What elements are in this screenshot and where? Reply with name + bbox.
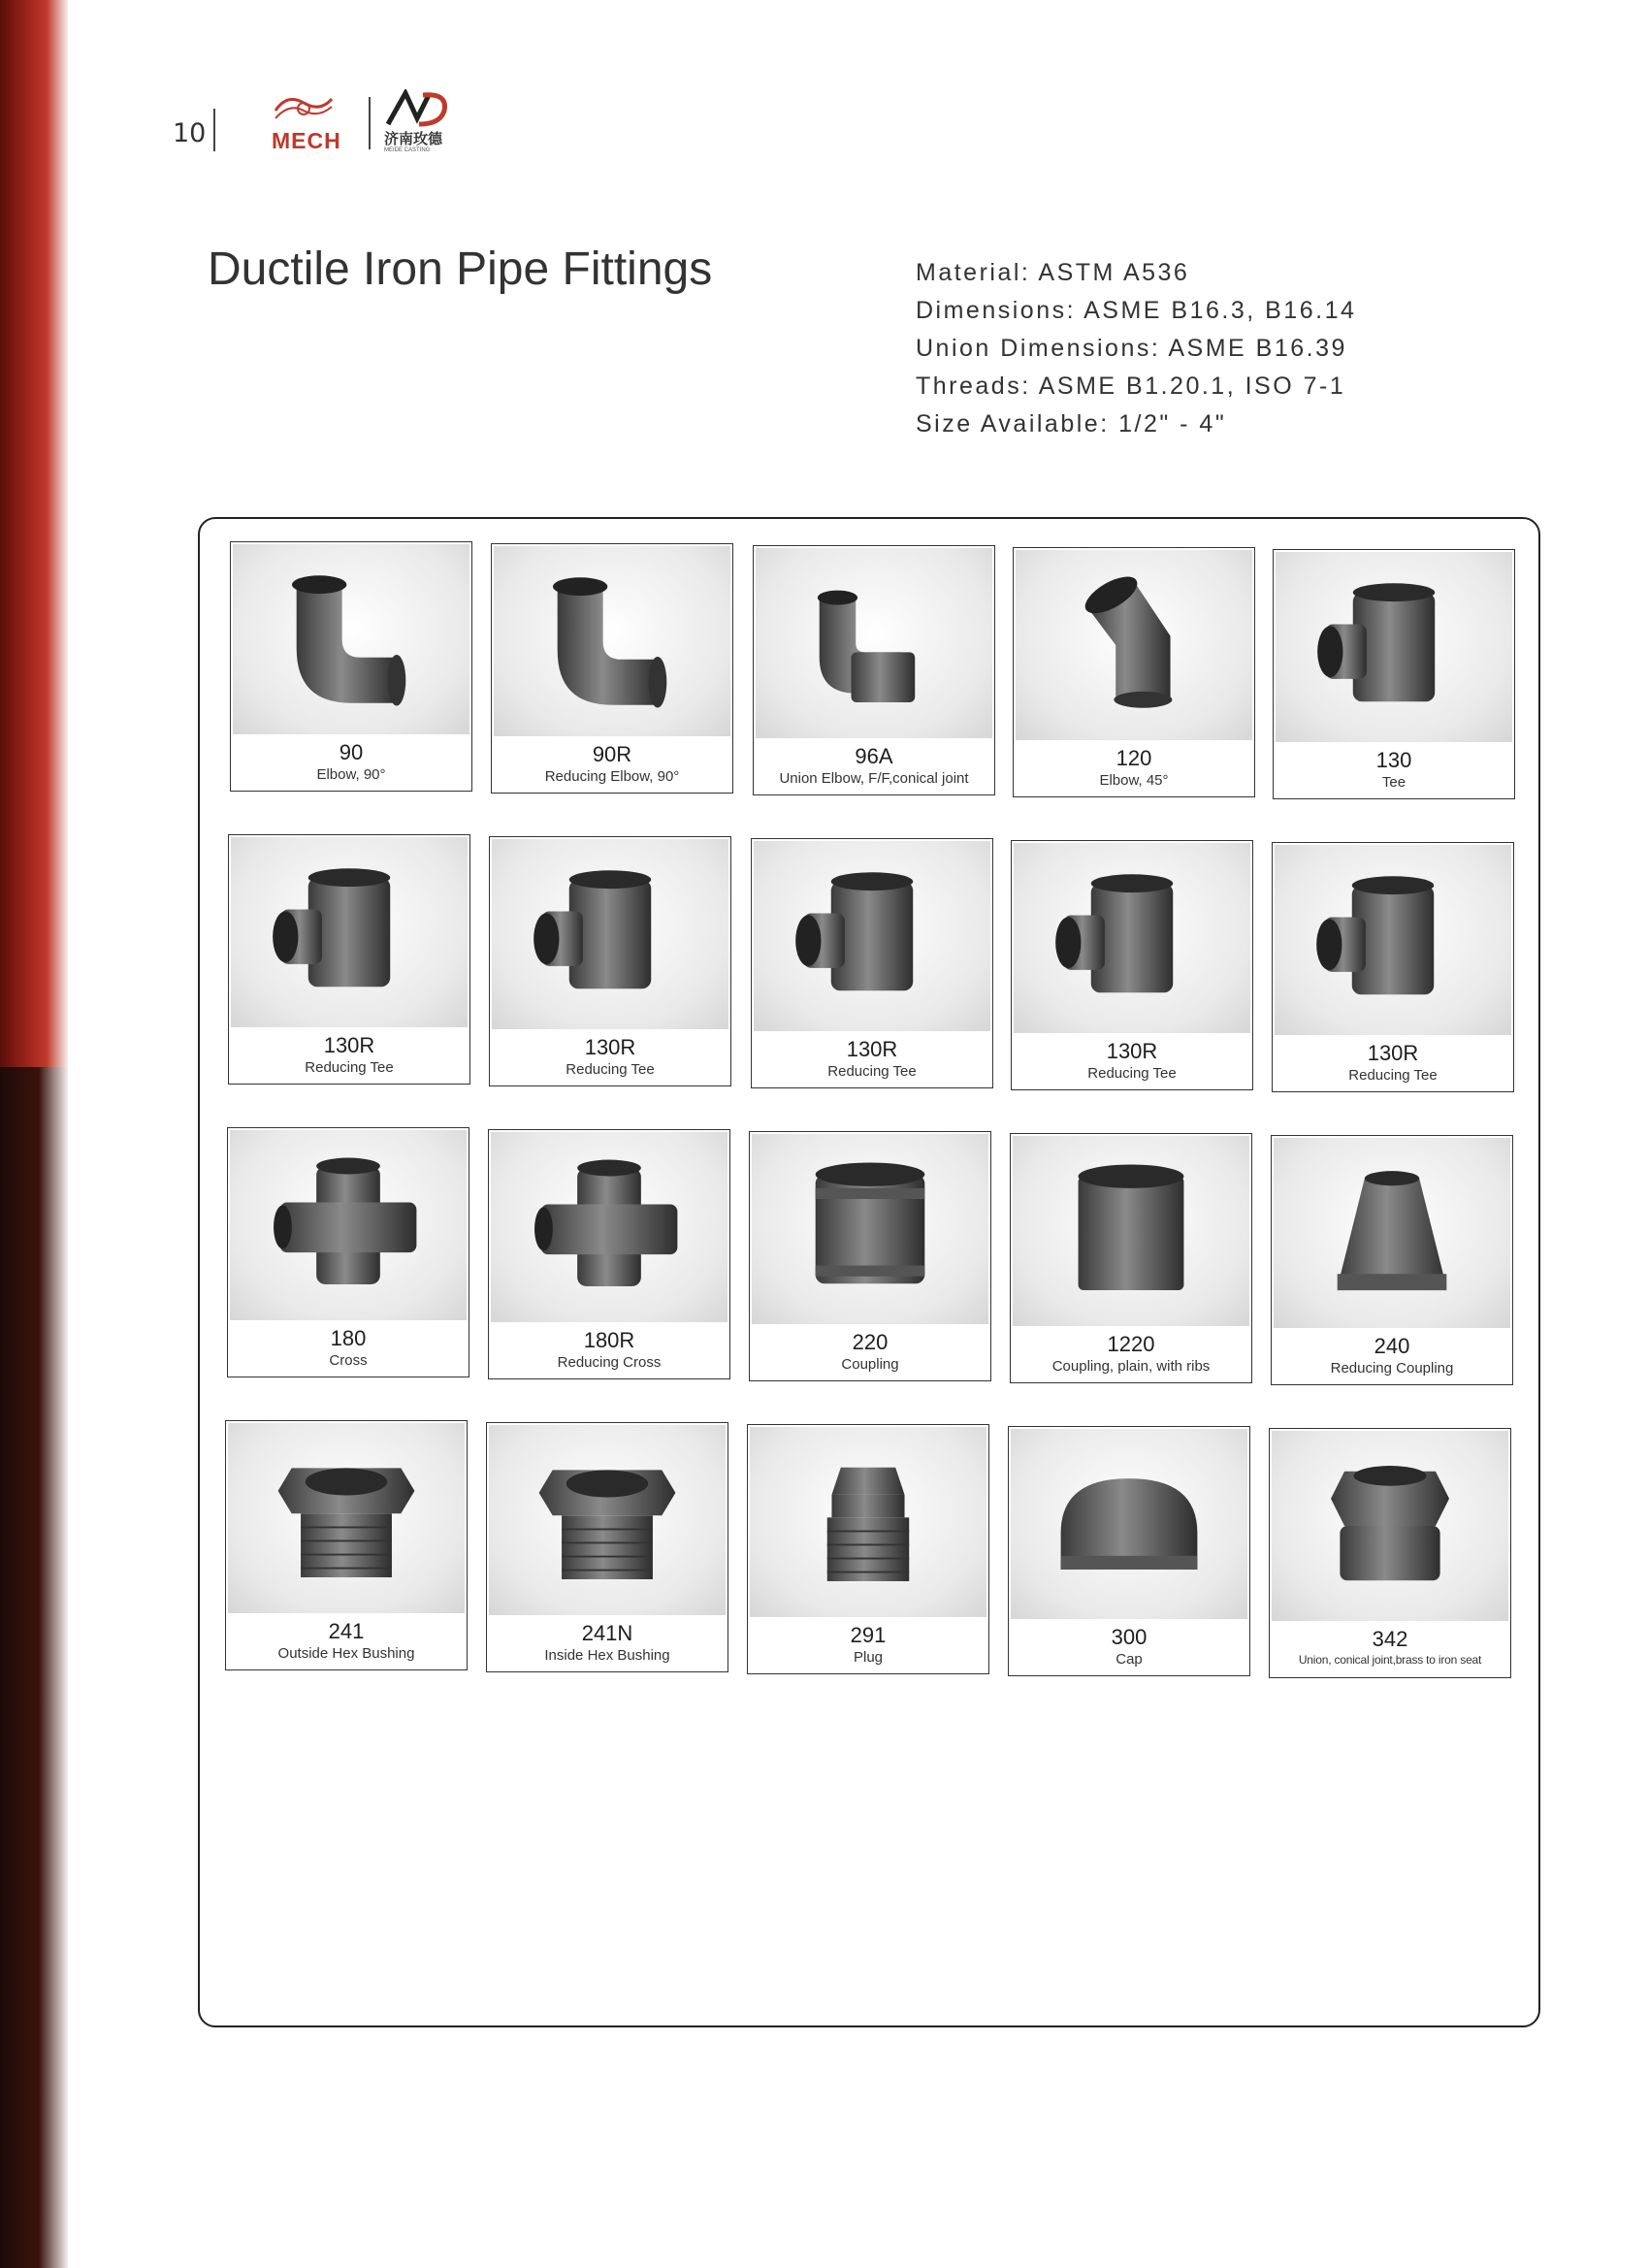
product-card	[227, 1127, 469, 1377]
product-code: 342	[1372, 1627, 1408, 1651]
product-code: 180	[330, 1326, 367, 1350]
left-binding-edge	[0, 0, 68, 2268]
product-description: Elbow, 45°	[1099, 772, 1169, 789]
product-code: 1220	[1107, 1332, 1155, 1356]
product-description: Union Elbow, F/F,conical joint	[779, 770, 969, 787]
reducer-fitting-icon	[1274, 1138, 1510, 1328]
product-description: Reducing Elbow, 90°	[544, 768, 680, 785]
product-description: Reducing Cross	[557, 1354, 662, 1371]
product-photo	[489, 1425, 726, 1615]
product-code: 180R	[583, 1328, 635, 1352]
product-photo	[1013, 1136, 1249, 1326]
product-description: Inside Hex Bushing	[544, 1647, 670, 1664]
product-card	[228, 834, 470, 1085]
product-code: 130R	[323, 1033, 375, 1057]
page-title: Ductile Iron Pipe Fittings	[208, 243, 713, 295]
product-photo	[494, 546, 730, 736]
product-card	[1011, 840, 1253, 1090]
tee-fitting-icon	[1276, 552, 1512, 742]
product-description: Reducing Tee	[566, 1061, 655, 1078]
elbow90-fitting-icon	[494, 546, 730, 736]
spec-size-available: Size Available: 1/2" - 4"	[916, 410, 1227, 437]
product-description: Outside Hex Bushing	[277, 1645, 415, 1662]
elbow45-fitting-icon	[1016, 550, 1252, 740]
product-card	[1271, 1135, 1513, 1385]
product-photo	[1272, 1431, 1508, 1621]
product-description: Reducing Tee	[827, 1063, 917, 1080]
product-code: 240	[1374, 1334, 1410, 1358]
product-card	[225, 1420, 468, 1670]
product-photo	[231, 837, 468, 1027]
spec-union-dimensions: Union Dimensions: ASME B16.39	[916, 335, 1347, 362]
product-card	[751, 838, 993, 1088]
spec-dimensions: Dimensions: ASME B16.3, B16.14	[916, 297, 1357, 324]
product-code: 241	[328, 1619, 365, 1643]
product-card	[1010, 1133, 1252, 1383]
product-card	[747, 1424, 989, 1674]
product-photo	[1014, 843, 1250, 1033]
product-card	[489, 836, 731, 1086]
spec-threads: Threads: ASME B1.20.1, ISO 7-1	[916, 373, 1346, 400]
meide-logo	[384, 89, 452, 157]
product-code: 220	[852, 1330, 889, 1354]
bushing-fitting-icon	[228, 1423, 465, 1613]
product-photo	[230, 1130, 467, 1320]
product-card	[488, 1129, 730, 1379]
product-code: 130R	[1106, 1039, 1158, 1063]
union-fitting-icon	[1272, 1431, 1508, 1621]
product-card	[1273, 549, 1515, 799]
product-photo	[752, 1134, 988, 1324]
product-description: Plug	[853, 1649, 884, 1666]
spec-list	[916, 254, 1356, 443]
product-photo	[1274, 1138, 1510, 1328]
unionelbow-fitting-icon	[756, 548, 992, 738]
product-code: 241N	[581, 1621, 633, 1645]
header-divider	[213, 109, 215, 151]
product-card	[1269, 1428, 1511, 1678]
product-code: 120	[1116, 746, 1152, 770]
coupling-fitting-icon	[752, 1134, 988, 1324]
product-photo	[754, 841, 990, 1031]
spec-material: Material: ASTM A536	[916, 259, 1190, 286]
product-description: Cross	[329, 1352, 368, 1369]
elbow90-fitting-icon	[233, 544, 469, 734]
cross-fitting-icon	[230, 1130, 467, 1320]
cap-fitting-icon	[1011, 1429, 1247, 1619]
product-photo	[1016, 550, 1252, 740]
product-description: Reducing Tee	[305, 1059, 394, 1076]
product-photo	[756, 548, 992, 738]
product-code: 130R	[1367, 1041, 1419, 1065]
product-card	[753, 545, 995, 795]
product-code: 90	[339, 740, 364, 764]
couplingplain-fitting-icon	[1013, 1136, 1249, 1326]
product-description: Cap	[1116, 1651, 1143, 1668]
product-card	[1008, 1426, 1250, 1676]
mech-logo	[270, 89, 349, 153]
product-code: 130	[1375, 748, 1412, 772]
tee-fitting-icon	[231, 837, 468, 1027]
product-photo	[1276, 552, 1512, 742]
product-description: Coupling, plain, with ribs	[1051, 1358, 1211, 1375]
mech-brand-text: MECH	[272, 128, 341, 153]
page-number: 10	[173, 118, 207, 148]
tee-fitting-icon	[1275, 845, 1511, 1035]
product-code: 300	[1111, 1625, 1148, 1649]
meide-emblem-icon	[384, 89, 452, 128]
product-description: Tee	[1381, 774, 1406, 791]
plug-fitting-icon	[750, 1427, 986, 1617]
product-card	[1272, 842, 1514, 1092]
product-code: 96A	[855, 744, 893, 768]
product-description: Elbow, 90°	[316, 766, 386, 783]
product-photo	[1275, 845, 1511, 1035]
product-photo	[1011, 1429, 1247, 1619]
product-card	[486, 1422, 728, 1672]
product-photo	[228, 1423, 465, 1613]
product-photo	[233, 544, 469, 734]
product-code: 291	[850, 1623, 887, 1647]
meide-brand-en: MEIDE CASTING	[384, 147, 431, 153]
logo-divider	[369, 97, 371, 149]
product-code: 90R	[592, 742, 632, 766]
product-description: Reducing Tee	[1087, 1065, 1177, 1082]
product-photo	[492, 839, 728, 1029]
product-card	[1013, 547, 1255, 797]
tee-fitting-icon	[754, 841, 990, 1031]
product-card	[230, 541, 472, 792]
product-photo	[491, 1132, 728, 1322]
product-card	[749, 1131, 991, 1381]
meide-brand-cn: 济南玫德	[384, 131, 443, 147]
product-photo	[750, 1427, 986, 1617]
tee-fitting-icon	[1014, 843, 1250, 1033]
product-description: Coupling	[841, 1356, 899, 1373]
bushing-fitting-icon	[489, 1425, 726, 1615]
product-code: 130R	[584, 1035, 636, 1059]
product-description: Reducing Coupling	[1330, 1360, 1454, 1377]
cross-fitting-icon	[491, 1132, 728, 1322]
tee-fitting-icon	[492, 839, 728, 1029]
product-code: 130R	[846, 1037, 898, 1061]
product-card	[491, 543, 733, 794]
product-description: Union, conical joint,brass to iron seat	[1298, 1653, 1482, 1667]
mech-emblem-icon	[270, 89, 338, 130]
product-description: Reducing Tee	[1348, 1067, 1438, 1084]
